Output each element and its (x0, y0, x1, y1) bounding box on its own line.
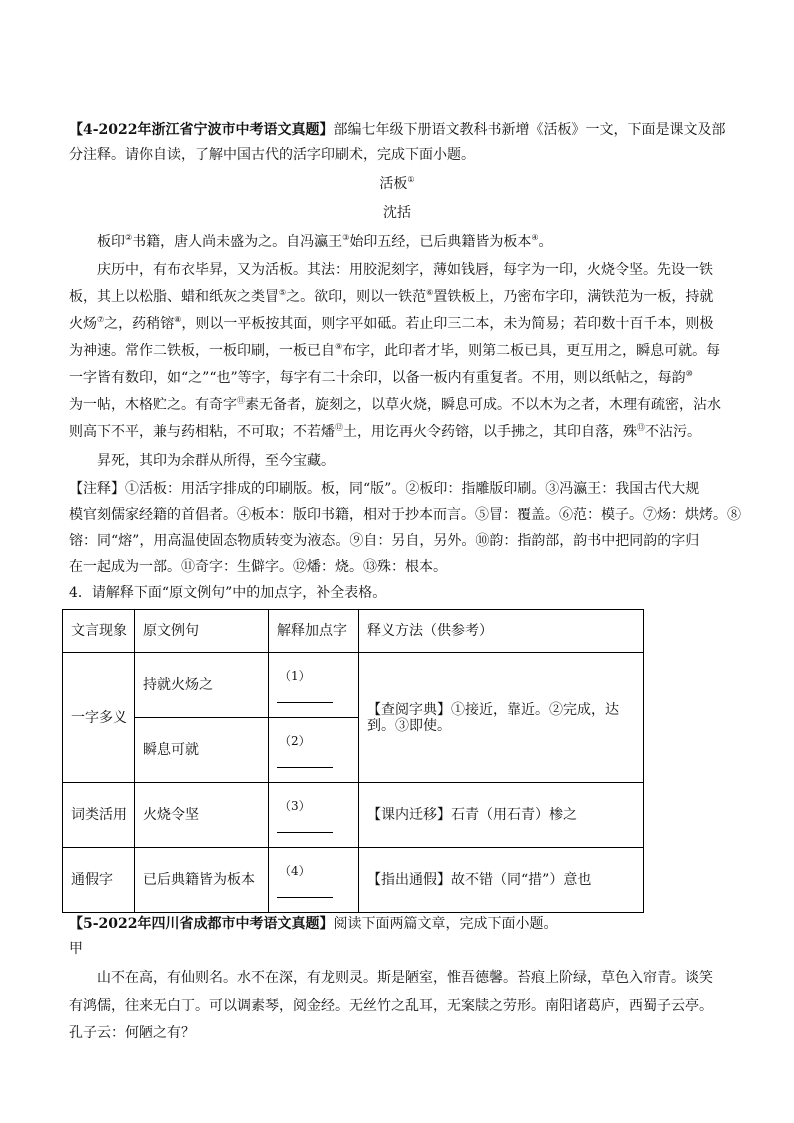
answer-blank (277, 814, 333, 833)
notes-line4: 在一起成为一部。⑪奇字：生僻字。⑫燔：烧。⑬殊：根本。 (69, 559, 447, 575)
question-4: 4．请解释下面“原文例句”中的加点字，补全表格。 (69, 585, 387, 601)
para3: 昇死，其印为余群从所得，至今宝藏。 (97, 453, 335, 469)
cell-phenomenon: 通假字 (63, 848, 135, 913)
header-explain: 解释加点字 (269, 610, 359, 653)
cell-method: 【课内迁移】石青（用石青）椮之 (359, 783, 644, 848)
notes-line3: 镕：同“熔”，用高温使固态物质转变为液态。⑨自：另自，另外。⑩韵：指韵部，韵书中把同韵的字归 (69, 533, 700, 549)
header-phenomenon: 文言现象 (63, 610, 135, 653)
answer-blank (277, 749, 333, 768)
cell-phenomenon: 一字多义 (63, 653, 135, 783)
table-row (63, 848, 644, 913)
table-header-row (63, 610, 644, 653)
cell-example: 已后典籍皆为板本 (135, 848, 269, 913)
passage-line1: 山不在高，有仙则名。水不在深，有龙则灵。斯是陋室，惟吾德馨。苔痕上阶绿，草色入帘青。谈笑 (97, 970, 713, 986)
cell-method: 【查阅字典】①接近，靠近。②完成，达到。③即使。 (359, 653, 644, 783)
q4-intro-line1: 【4-2022年浙江省宁波市中考语文真题】部编七年级下册语文教科书新增《活板》一文，下面是课文及部 (69, 122, 726, 138)
para2-line7: 则高下不平，兼与药相粘，不可取；不若燔⑫土，用讫再火令药镕，以手拂之，其印自落，殊⑬不沾污。 (69, 423, 701, 440)
answer-blank (277, 879, 333, 898)
article-author: 沈括 (383, 205, 411, 221)
answer-table (62, 609, 644, 913)
q5-intro: 【5-2022年四川省成都市中考语文真题】阅读下面两篇文章，完成下面小题。 (69, 916, 558, 932)
cell-example: 持就火炀之 (135, 653, 269, 718)
para2-line3: 火炀⑦之，药稍镕⑧，则以一平板按其面，则字平如砥。若止印三二本，未为简易；若印数十百千本，则极 (69, 315, 714, 332)
para1: 板印②书籍，唐人尚未盛为之。自冯瀛王③始印五经，已后典籍皆为板本④。 (97, 233, 553, 250)
article-title: 活板① (379, 175, 415, 192)
para2-line5: 一字皆有数印，如“之”“也”等字，每字有二十余印，以备一板内有重复者。不用，则以纸帖之，每韵⑩ (69, 369, 693, 386)
passage-line2: 有鸿儒，往来无白丁。可以调素琴，阅金经。无丝竹之乱耳，无案牍之劳形。南阳诸葛庐，西蜀子云亭。 (69, 998, 713, 1014)
notes-line1: 【注释】①活板：用活字排成的印刷版。板，同“版”。②板印：指雕版印刷。③冯瀛王：我国古代大规 (69, 481, 700, 497)
passage-line3: 孔子云：何陋之有？ (69, 1025, 195, 1041)
q5-source-tag: 【5-2022年四川省成都市中考语文真题】 (69, 916, 334, 932)
q4-intro-line2: 分注释。请你自读，了解中国古代的活字印刷术，完成下面小题。 (69, 147, 475, 163)
answer-blank (277, 684, 333, 703)
para2-line4: 为神速。常作二铁板，一板印刷，一板已自⑨布字，此印者才毕，则第二板已具，更互用之，瞬息可就。每 (69, 342, 721, 359)
answer-slot-1[interactable]: （1） (269, 653, 359, 718)
q4-source-tag: 【4-2022年浙江省宁波市中考语文真题】 (69, 122, 334, 138)
table-row (63, 783, 644, 848)
cell-example: 火烧令坚 (135, 783, 269, 848)
cell-phenomenon: 词类活用 (63, 783, 135, 848)
para2-line6: 为一帖，木格贮之。有奇字⑪素无备者，旋刻之，以草火烧，瞬息可成。不以木为之者，木理有疏密，沾水 (69, 396, 721, 413)
para2-line2: 板，其上以松脂、蜡和纸灰之类冒⑤之。欲印，则以一铁范⑥置铁板上，乃密布字印，满铁范为一板，持就 (69, 288, 714, 305)
table-row (63, 653, 644, 718)
header-method: 释义方法（供参考） (359, 610, 644, 653)
section-label: 甲 (69, 941, 83, 957)
answer-slot-4[interactable]: （4） (269, 848, 359, 913)
para2-line1: 庆历中，有布衣毕昇，又为活板。其法：用胶泥刻字，薄如钱唇，每字为一印，火烧令坚。先设一铁 (97, 262, 713, 278)
answer-slot-2[interactable]: （2） (269, 718, 359, 783)
answer-slot-3[interactable]: （3） (269, 783, 359, 848)
cell-method: 【指出通假】故不错（同“措”）意也 (359, 848, 644, 913)
header-example: 原文例句 (135, 610, 269, 653)
notes-line2: 模官刻儒家经籍的首倡者。④板本：版印书籍，相对于抄本而言。⑤冒：覆盖。⑥范：模子。⑦炀：烘烤。⑧ (69, 507, 741, 523)
cell-example: 瞬息可就 (135, 718, 269, 783)
